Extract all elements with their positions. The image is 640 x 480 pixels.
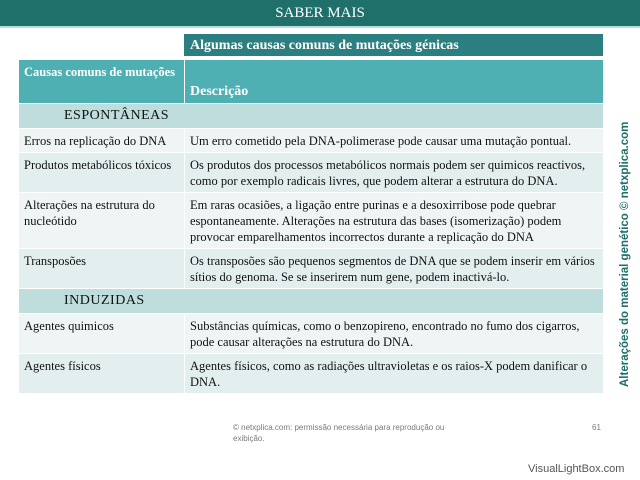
slide-header (0, 0, 640, 26)
cause-cell: Agentes quimicos (19, 314, 185, 354)
slide-header-title: SABER MAIS (275, 5, 365, 21)
section-row-spontaneous (19, 104, 604, 129)
description-cell: Agentes físicos, como as radiações ultravioletas e os raios-X podem danificar o DNA. (185, 354, 604, 394)
description-cell: Os transposões são pequenos segmentos de DNA que se podem inserir em vários sítios do genoma. Se se inserirem num gene, podem inactivá-lo. (185, 249, 604, 289)
copyright-note: © netxplica.com: permissão necessária para reprodução ou exibição. (233, 423, 445, 443)
side-caption: Alterações do material genético © netxplica.com (619, 121, 631, 387)
table-row (19, 249, 604, 289)
table-title: Algumas causas comuns de mutações génicas (184, 34, 603, 58)
section-row-induced (19, 289, 604, 314)
description-cell: Substâncias químicas, como o benzopireno, encontrado no fumo dos cigarros, pode causar alterações na estrutura do DNA. (185, 314, 604, 354)
table-row (19, 314, 604, 354)
table-row (19, 153, 604, 193)
table-row (19, 129, 604, 153)
section-label: INDUZIDAS (19, 289, 604, 314)
watermark: VisualLightBox.com (528, 463, 625, 475)
description-cell: Um erro cometido pela DNA-polimerase pode causar uma mutação pontual. (185, 129, 604, 153)
cause-cell: Erros na replicação do DNA (19, 129, 185, 153)
table-row (19, 354, 604, 394)
cause-cell: Agentes físicos (19, 354, 185, 394)
description-cell: Em raras ocasiões, a ligação entre purinas e a desoxirribose pode quebrar espontaneamente. Alterações na estrutura das bases (isomerização) podem provocar emparelhamentos incorrectos durante a replicação do DNA (185, 193, 604, 249)
description-cell: Os produtos dos processos metabólicos normais podem ser quimicos reactivos, como por exemplo radicais livres, que podem alterar a estrutura do DNA. (185, 153, 604, 193)
mutation-causes-table (18, 59, 604, 394)
cause-cell: Transposões (19, 249, 185, 289)
section-label: ESPONTÂNEAS (19, 104, 604, 129)
cause-cell: Produtos metabólicos tóxicos (19, 153, 185, 193)
page-number: 61 (592, 423, 601, 432)
column-header-causes: Causas comuns de mutações (19, 60, 185, 104)
column-header-description: Descrição (185, 60, 604, 104)
header-divider (0, 26, 640, 28)
table-row (19, 193, 604, 249)
cause-cell: Alterações na estrutura do nucleótido (19, 193, 185, 249)
table-header-row (19, 60, 604, 104)
